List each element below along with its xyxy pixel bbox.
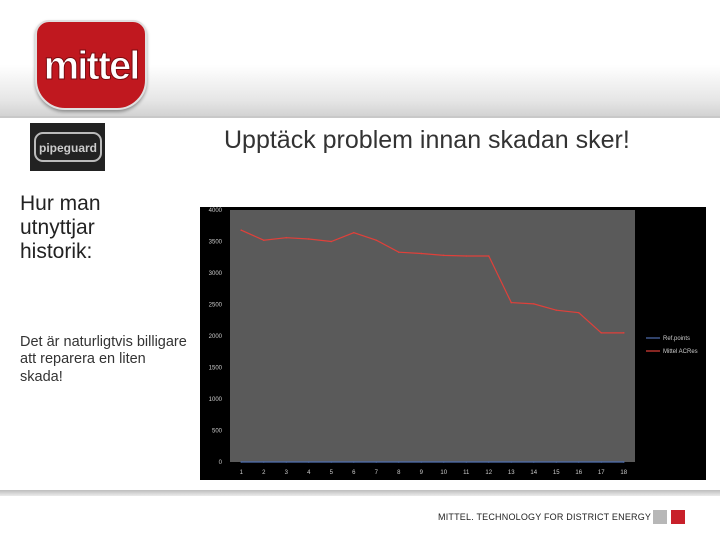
data-point (308, 238, 310, 240)
x-tick-label: 16 (575, 470, 583, 476)
mittel-logo (35, 20, 147, 110)
data-point (240, 461, 242, 463)
y-tick-label: 2000 (208, 334, 222, 340)
x-tick-label: 10 (440, 470, 448, 476)
data-point (263, 461, 265, 463)
footer-red-square (671, 510, 685, 524)
data-point (533, 303, 535, 305)
line-chart (200, 207, 706, 480)
footer-divider (0, 490, 720, 496)
y-tick-label: 0 (218, 460, 222, 466)
header-divider (0, 116, 720, 118)
x-tick-label: 18 (620, 470, 628, 476)
data-point (488, 255, 490, 257)
x-tick-label: 13 (507, 470, 515, 476)
pipeguard-wordmark: pipeguard (38, 141, 97, 155)
data-point (240, 229, 242, 231)
x-tick-label: 7 (374, 470, 378, 476)
x-tick-label: 1 (239, 470, 243, 476)
data-point (465, 461, 467, 463)
x-tick-label: 6 (352, 470, 356, 476)
data-point (443, 461, 445, 463)
x-tick-label: 11 (463, 470, 470, 476)
data-point (510, 461, 512, 463)
data-point (465, 255, 467, 257)
data-point (623, 332, 625, 334)
plot-area (230, 210, 635, 462)
data-point (510, 302, 512, 304)
data-point (353, 232, 355, 234)
x-tick-label: 5 (329, 470, 333, 476)
x-tick-label: 14 (530, 470, 538, 476)
subhead: Hur man utnyttjar historik: (20, 192, 101, 264)
x-tick-label: 3 (284, 470, 288, 476)
y-tick-label: 1500 (208, 365, 222, 372)
x-tick-label: 2 (262, 470, 266, 476)
y-tick-label: 3000 (208, 271, 222, 277)
data-point (353, 461, 355, 463)
x-tick-label: 12 (485, 470, 493, 476)
data-point (285, 237, 287, 239)
data-point (600, 332, 602, 334)
y-tick-label: 4000 (208, 208, 222, 214)
data-point (600, 461, 602, 463)
data-point (375, 239, 377, 241)
pipeguard-logo (30, 123, 105, 171)
data-point (398, 461, 400, 463)
data-point (420, 461, 422, 463)
legend-label: Mittel ACRes (663, 349, 698, 355)
data-point (308, 461, 310, 463)
data-point (375, 461, 377, 463)
data-point (533, 461, 535, 463)
y-tick-label: 2500 (208, 302, 222, 309)
data-point (555, 461, 557, 463)
data-point (555, 309, 557, 311)
data-point (443, 255, 445, 257)
body-text: Det är naturligtvis billigare att reparera en liten skada! (20, 334, 187, 385)
data-point (285, 461, 287, 463)
x-tick-label: 8 (397, 470, 401, 476)
data-point (623, 461, 625, 463)
y-tick-label: 500 (211, 428, 222, 435)
footer-text: MITTEL. TECHNOLOGY FOR DISTRICT ENERGY (438, 512, 652, 522)
data-point (488, 461, 490, 463)
legend-label: Ref.points (663, 336, 691, 342)
data-point (398, 251, 400, 253)
y-tick-label: 1000 (208, 397, 222, 403)
logo-wordmark: mittel (43, 44, 139, 88)
x-tick-label: 9 (419, 470, 423, 476)
x-tick-label: 15 (552, 470, 560, 476)
data-point (578, 461, 580, 463)
slide-title: Upptäck problem innan skadan sker! (224, 126, 630, 154)
x-tick-label: 17 (597, 470, 605, 476)
data-point (263, 239, 265, 241)
y-tick-label: 3500 (208, 239, 222, 246)
x-tick-label: 4 (307, 470, 311, 476)
data-point (330, 461, 332, 463)
chart-svg (200, 207, 706, 480)
footer-gray-square (653, 510, 667, 524)
data-point (420, 253, 422, 255)
data-point (330, 241, 332, 243)
data-point (578, 312, 580, 314)
